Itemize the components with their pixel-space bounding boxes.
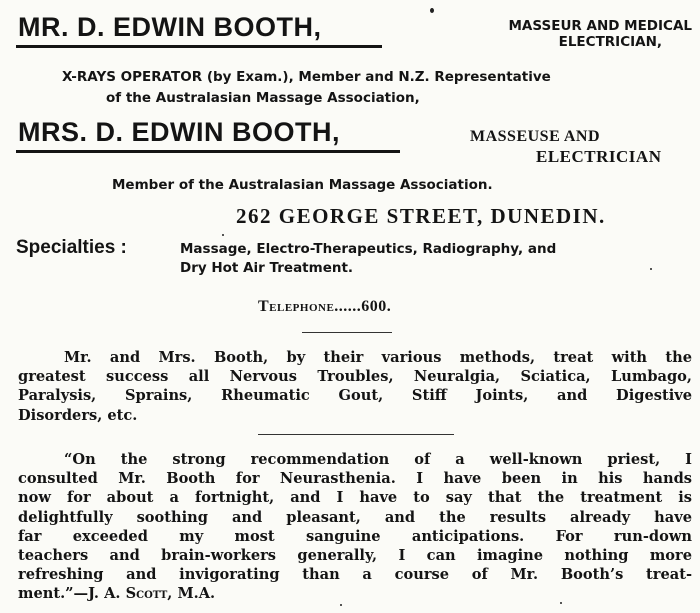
- testimonial-line: consulted Mr. Booth for Neurasthenia. I have been in his hands: [18, 470, 692, 488]
- ink-speck: [560, 602, 562, 604]
- testimonial-line: far exceeded my most sanguine anticipations. For run-down: [18, 527, 692, 545]
- address: 262 GEORGE STREET, DUNEDIN.: [236, 204, 606, 228]
- ink-speck: [430, 8, 434, 13]
- telephone-dots: ......: [334, 298, 362, 315]
- title-line-1: MASSEUR AND MEDICAL: [508, 18, 692, 34]
- testimonial-end: ment.”—: [18, 585, 89, 603]
- mrs-booth-title-2: ELECTRICIAN: [536, 147, 662, 166]
- mr-booth-name: MR. D. EDWIN BOOTH,: [18, 12, 322, 42]
- mr-booth-title: [509, 18, 693, 50]
- telephone-label: Telephone: [258, 298, 335, 315]
- telephone: [258, 298, 391, 316]
- specialties-label: Specialties :: [16, 237, 127, 258]
- credentials-line-1: [62, 68, 551, 87]
- services-line: Paralysis, Sprains, Rheumatic Gout, Stiff Joints, and Digestive: [18, 387, 692, 405]
- testimonial-line: “On the strong recommendation of a well-known priest, I: [64, 451, 692, 468]
- ink-speck: [340, 604, 342, 606]
- credentials-text-1: X-RAYS OPERATOR (by Exam.), Member and N.Z. Representative: [62, 69, 551, 85]
- credentials-line-2: of the Australasian Massage Association,: [106, 90, 420, 106]
- name-underline-2: [16, 150, 400, 153]
- testimonial-line: delightfully soothing and pleasant, and the results already have: [18, 508, 692, 526]
- testimonial-last-line: [18, 584, 692, 603]
- mrs-booth-name: MRS. D. EDWIN BOOTH,: [18, 117, 340, 147]
- ink-speck: [222, 234, 224, 236]
- specialties-line-1: Massage, Electro-Therapeutics, Radiography, and: [180, 241, 557, 257]
- ink-speck: [650, 268, 652, 270]
- testimonial-line: now for about a fortnight, and I have to say that the treatment is: [18, 489, 692, 507]
- services-paragraph: [18, 348, 692, 425]
- testimonial-signature: J. A. Scott, M.A.: [88, 585, 216, 603]
- mrs-booth-title-1: MASSEUSE AND: [470, 128, 601, 145]
- divider-top: [302, 332, 392, 333]
- testimonial-line: refreshing and invigorating than a course of Mr. Booth’s treat-: [18, 566, 692, 584]
- specialties-text: [180, 240, 694, 278]
- services-line: Disorders, etc.: [18, 406, 138, 424]
- services-line: Mr. and Mrs. Booth, by their various methods, treat with the: [64, 349, 692, 366]
- specialties-line-2: Dry Hot Air Treatment.: [180, 260, 354, 276]
- telephone-number: 600.: [361, 298, 392, 315]
- divider-middle: [258, 434, 454, 435]
- services-line: greatest success all Nervous Troubles, Neuralgia, Sciatica, Lumbago,: [18, 368, 692, 386]
- testimonial: [18, 450, 692, 604]
- name-underline: [16, 45, 382, 48]
- title-line-2: ELECTRICIAN,: [558, 34, 662, 50]
- credentials-2: Member of the Australasian Massage Association.: [112, 177, 493, 193]
- testimonial-line: teachers and brain-workers generally, I can imagine nothing more: [18, 547, 692, 565]
